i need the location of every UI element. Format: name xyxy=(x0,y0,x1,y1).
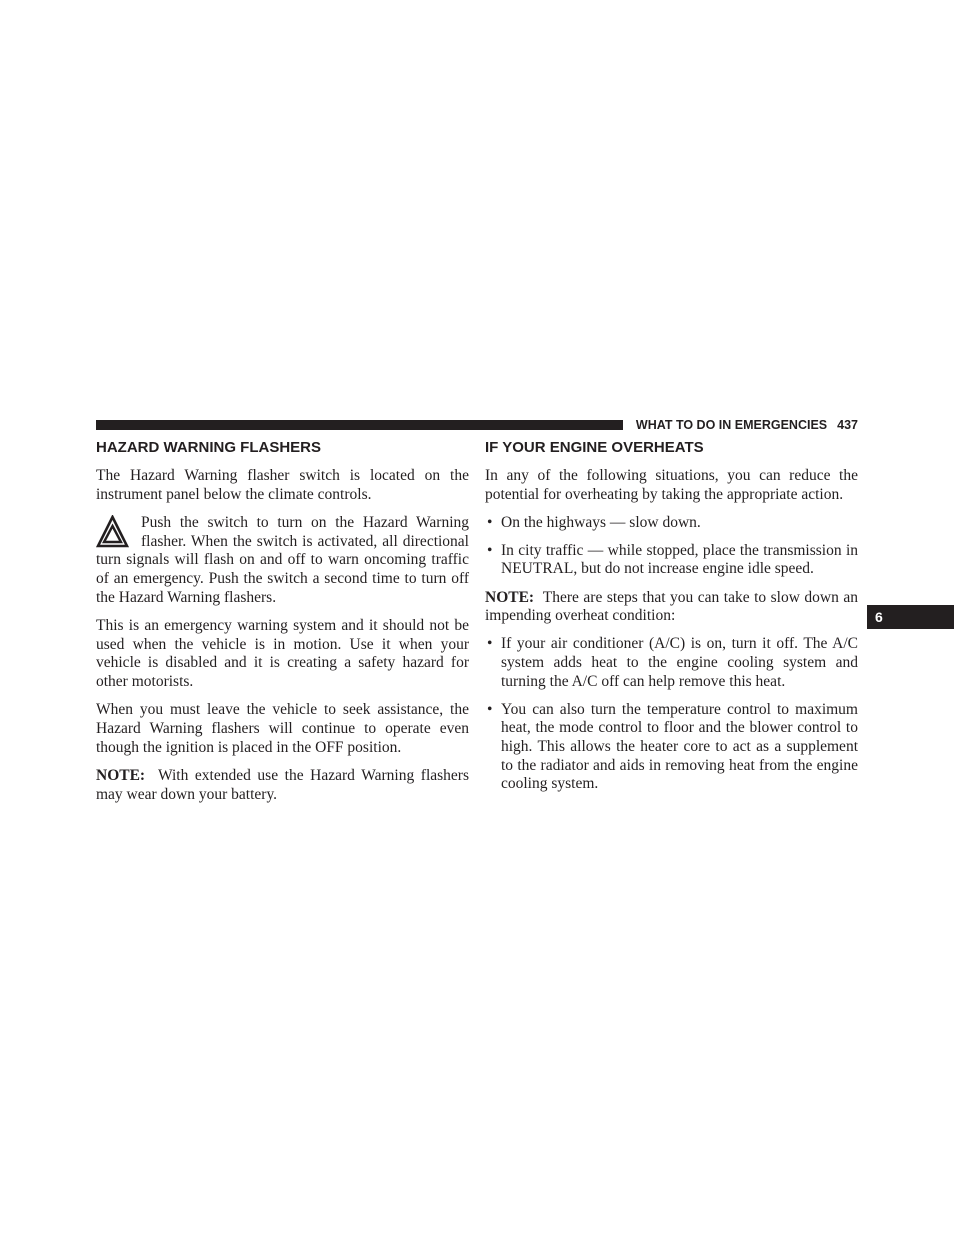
list-item: • If your air conditioner (A/C) is on, turn it off. The A/C system adds heat to the engine cooling system and turning the A/C off can help remove this heat. xyxy=(487,635,858,690)
chapter-tab: 6 xyxy=(867,605,954,629)
hazard-heading: HAZARD WARNING FLASHERS xyxy=(96,439,321,456)
note-text: There are steps that you can take to slow down an impending overheat condition: xyxy=(485,588,858,625)
overheat-intro: In any of the following situations, you can reduce the potential for overheating by taking the appropriate action. xyxy=(485,467,858,503)
emergency-system-paragraph: This is an emergency warning system and it should not be used when the vehicle is in motion. Use it when your vehicle is disabled and it is creating a safety hazard for other motorists. xyxy=(96,616,469,691)
running-header xyxy=(632,417,858,433)
list-item: • On the highways — slow down. xyxy=(487,513,701,531)
note-label: NOTE: xyxy=(485,588,535,606)
right-column xyxy=(485,438,858,804)
page-number: 437 xyxy=(837,418,858,432)
hazard-warning-icon xyxy=(96,515,129,548)
list-item: • In city traffic — while stopped, place the transmission in NEUTRAL, but do not increase engine idle speed. xyxy=(487,541,858,578)
situation-list xyxy=(485,514,858,579)
battery-note xyxy=(96,767,469,804)
section-title: WHAT TO DO IN EMERGENCIES xyxy=(635,418,828,432)
overheat-heading: IF YOUR ENGINE OVERHEATS xyxy=(485,439,704,456)
steps-list xyxy=(485,635,858,794)
header-rule xyxy=(96,420,623,430)
note-label: NOTE: xyxy=(96,766,146,784)
note-text: With extended use the Hazard Warning flashers may wear down your battery. xyxy=(96,766,469,803)
hazard-usage-paragraph xyxy=(96,514,469,608)
list-item: • You can also turn the temperature control to maximum heat, the mode control to floor and the blower control to high. This allows the heater core to act as a supplement to the radiator and aids in removing heat from the engine cooling system. xyxy=(487,700,858,793)
left-column xyxy=(96,438,469,814)
hazard-location-paragraph: The Hazard Warning flasher switch is located on the instrument panel below the climate controls. xyxy=(96,467,469,503)
hazard-usage-text: Push the switch to turn on the Hazard Warning flasher. When the switch is activated, all directional turn signals will flash on and off to warn oncoming traffic of an emergency. Push the switch a second time to turn off the Hazard Warning flashers. xyxy=(96,513,469,606)
overheat-note xyxy=(485,589,858,626)
leave-vehicle-paragraph: When you must leave the vehicle to seek assistance, the Hazard Warning flashers will continue to operate even though the ignition is placed in the OFF position. xyxy=(96,701,469,756)
